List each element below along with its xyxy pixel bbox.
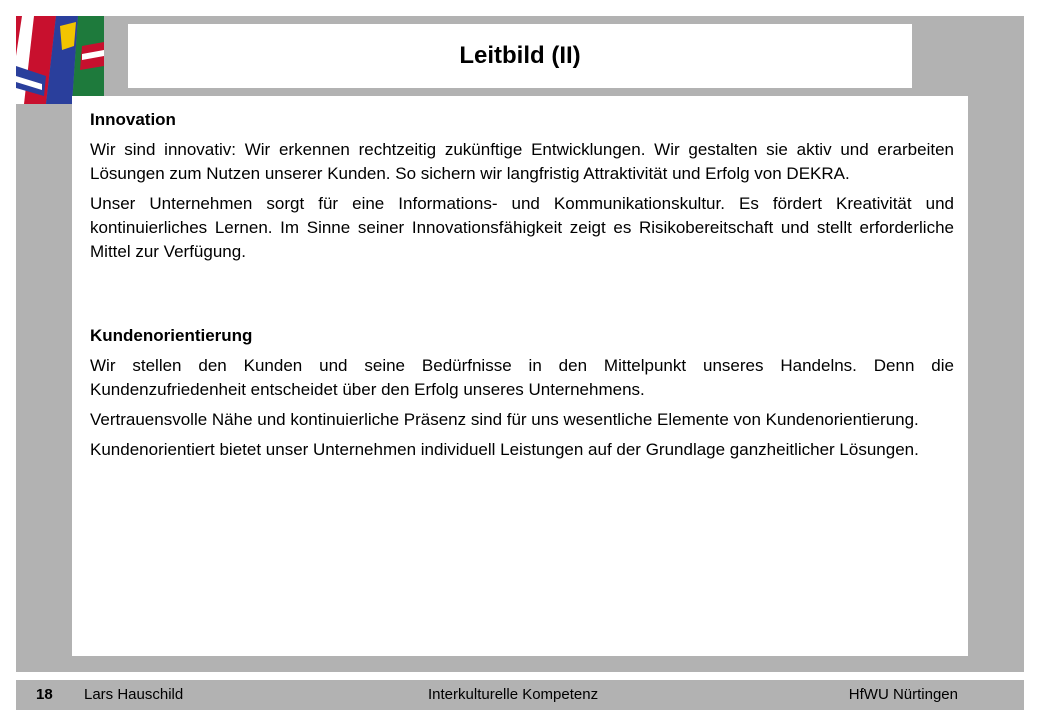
section-heading-kundenorientierung: Kundenorientierung: [90, 326, 253, 345]
footer-bar: [16, 680, 1024, 710]
footer-course: Interkulturelle Kompetenz: [428, 686, 599, 703]
innovation-paragraph-1: Wir sind innovativ: Wir erkennen rechtzeitig zukünftige Entwicklungen. Wir gestalten sie aktiv und erarbeiten Lösungen zum Nutzen unserer Kunden. So sichern wir langfristig Attraktivität und Erfolg von DEKRA.: [90, 140, 954, 183]
kundenorientierung-paragraph-1: Wir stellen den Kunden und seine Bedürfnisse in den Mittelpunkt unseres Handelns. Denn die Kundenzufriedenheit entscheidet über den Erfolg unseres Unternehmens.: [90, 356, 954, 399]
flags-icon: [16, 16, 104, 104]
title-box: [128, 24, 912, 88]
footer-author: Lars Hauschild: [84, 686, 184, 703]
kundenorientierung-paragraph-2: Vertrauensvolle Nähe und kontinuierliche Präsenz sind für uns wesentliche Elemente von Kundenorientierung.: [90, 410, 919, 429]
footer-institution: HfWU Nürtingen: [848, 686, 958, 703]
innovation-paragraph-2: Unser Unternehmen sorgt für eine Informations- und Kommunikationskultur. Es fördert Kreativität und kontinuierliches Lernen. Im Sinne seiner Innovationsfähigkeit zeigt es Risikobereitschaft und stellt erforderliche Mittel zur Verfügung.: [90, 194, 954, 261]
slide-title: Leitbild (II): [459, 42, 581, 69]
kundenorientierung-paragraph-3: Kundenorientiert bietet unser Unternehmen individuell Leistungen auf der Grundlage ganzheitlicher Lösungen.: [90, 440, 919, 459]
section-heading-innovation: Innovation: [90, 110, 176, 129]
page-number: 18: [36, 686, 53, 703]
content-box: [72, 96, 968, 656]
